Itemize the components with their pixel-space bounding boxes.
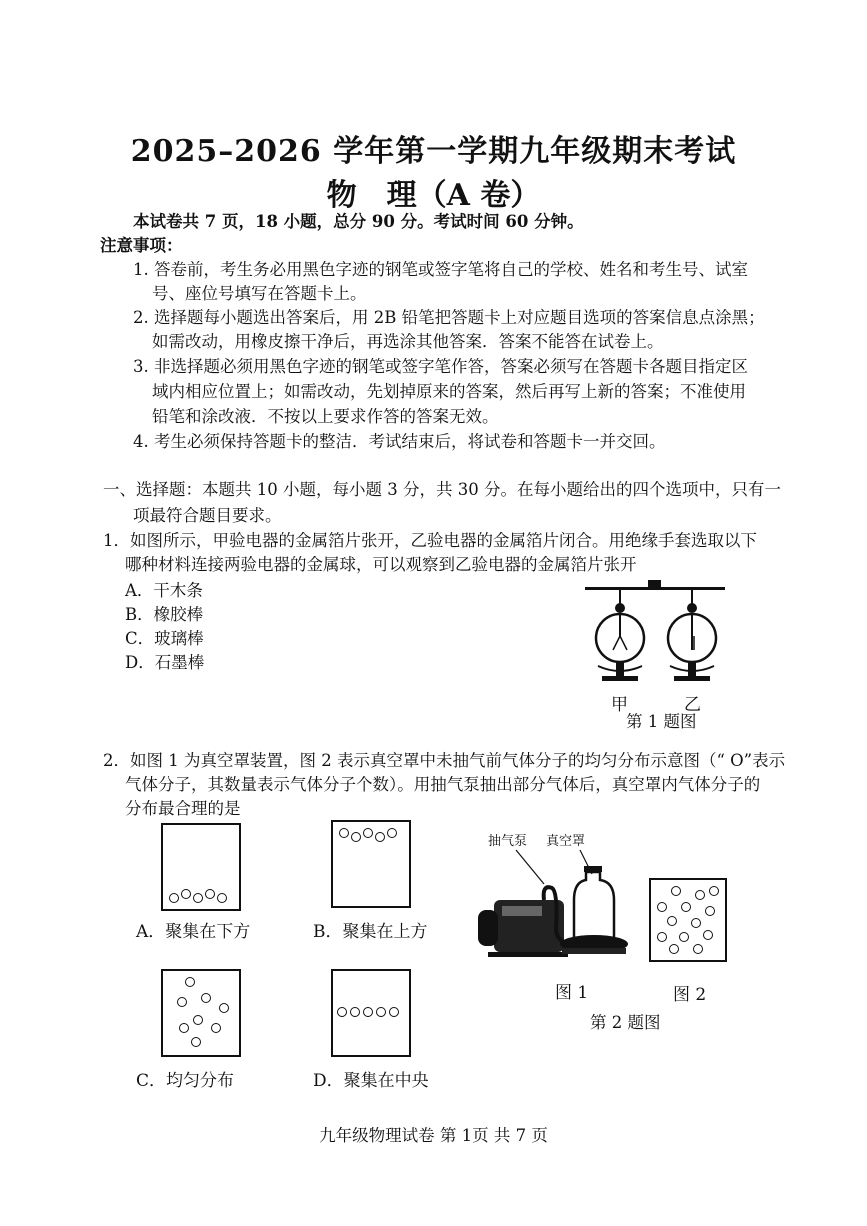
q1-option-c: C．玻璃棒 [125, 629, 204, 648]
q1-stem-line-1: 1．如图所示，甲验电器的金属箔片张开，乙验电器的金属箔片闭合。用绝缘手套选取以下 [103, 531, 757, 550]
exam-title: 2025–2026 学年第一学期九年级期末考试 [130, 134, 737, 169]
molecule [169, 893, 179, 903]
molecule [191, 1037, 201, 1047]
q1-option-b: B．橡胶棒 [125, 605, 204, 624]
figure-2-uniform-distribution [649, 878, 727, 962]
q2-option-d-diagram [331, 969, 411, 1057]
note-2-line-1: 2. 选择题每小题选出答案后，用 2B 铅笔把答题卡上对应题目选项的答案信息点涂黑； [133, 308, 765, 327]
molecule [217, 893, 227, 903]
molecule [679, 932, 689, 942]
molecule [219, 1003, 229, 1013]
molecule [351, 832, 361, 842]
vacuum-apparatus-figure [474, 848, 638, 968]
q1-option-a: A．干木条 [125, 581, 203, 600]
molecule [205, 889, 215, 899]
q1-stem-line-2: 哪种材料连接两验电器的金属球，可以观察到乙验电器的金属箔片张开 [125, 555, 637, 574]
molecule [669, 944, 679, 954]
q2-option-b-diagram [331, 820, 411, 908]
molecule [363, 1007, 373, 1017]
molecule [709, 886, 719, 896]
molecule [185, 977, 195, 987]
exam-intro: 本试卷共 7 页，18 小题，总分 90 分。考试时间 60 分钟。 [133, 212, 584, 231]
q2-stem-line-2: 气体分子，其数量表示气体分子个数）。用抽气泵抽出部分气体后，真空罩内气体分子的 [125, 775, 761, 794]
q2-figure-caption: 第 2 题图 [590, 1013, 661, 1032]
q2-option-c-diagram [161, 969, 241, 1057]
note-3-line-3: 铅笔和涂改液．不按以上要求作答的答案无效。 [152, 407, 499, 426]
molecule [337, 1007, 347, 1017]
molecule [681, 902, 691, 912]
molecule [703, 930, 713, 940]
molecule [181, 889, 191, 899]
note-4-line-1: 4. 考生必须保持答题卡的整洁．考试结束后，将试卷和答题卡一并交回。 [133, 432, 666, 451]
q2-stem-line-1: 2．如图 1 为真空罩装置，图 2 表示真空罩中未抽气前气体分子的均匀分布示意图（“ O”表示 [103, 751, 786, 770]
molecule [691, 918, 701, 928]
section-heading-line-2: 项最符合题目要求。 [133, 506, 282, 525]
q2-option-d-label: D．聚集在中央 [313, 1071, 429, 1091]
molecule [201, 993, 211, 1003]
electroscope-label-yi: 乙 [684, 695, 701, 715]
subject-title: 物 理（A 卷） [326, 178, 541, 213]
notes-heading: 注意事项： [100, 236, 183, 255]
pump-label: 抽气泵 [488, 834, 528, 849]
molecule [339, 828, 349, 838]
molecule [179, 1023, 189, 1033]
electroscope-figure [580, 578, 730, 690]
molecule [211, 1023, 221, 1033]
molecule [705, 906, 715, 916]
molecule [193, 1015, 203, 1025]
q1-figure-caption: 第 1 题图 [626, 712, 697, 731]
note-2-line-2: 如需改动，用橡皮擦干净后，再选涂其他答案．答案不能答在试卷上。 [152, 332, 664, 351]
molecule [389, 1007, 399, 1017]
molecule [693, 944, 703, 954]
electroscope-label-jia: 甲 [611, 695, 628, 715]
molecule [363, 828, 373, 838]
molecule [350, 1007, 360, 1017]
q2-option-a-diagram [161, 823, 241, 911]
molecule [387, 828, 397, 838]
molecule [177, 997, 187, 1007]
q1-option-d: D．石墨棒 [125, 653, 205, 672]
q2-option-c-label: C．均匀分布 [136, 1071, 235, 1091]
note-3-line-2: 域内相应位置上；如需改动，先划掉原来的答案，然后再写上新的答案；不准使用 [152, 382, 746, 401]
jar-label: 真空罩 [546, 834, 586, 849]
note-1-line-2: 号、座位号填写在答题卡上。 [152, 284, 367, 303]
molecule [667, 916, 677, 926]
q2-stem-line-3: 分布最合理的是 [125, 799, 241, 818]
page-footer: 九年级物理试卷 第 1页 共 7 页 [319, 1126, 548, 1145]
figure-1-label: 图 1 [555, 983, 589, 1003]
figure-2-label: 图 2 [673, 985, 707, 1005]
molecule [375, 832, 385, 842]
molecule [193, 893, 203, 903]
molecule [376, 1007, 386, 1017]
note-3-line-1: 3. 非选择题必须用黑色字迹的钢笔或签字笔作答，答案必须写在答题卡各题目指定区 [133, 357, 748, 376]
q2-option-b-label: B．聚集在上方 [313, 922, 428, 942]
molecule [695, 890, 705, 900]
q2-option-a-label: A．聚集在下方 [136, 922, 251, 942]
section-heading: 一、选择题：本题共 10 小题，每小题 3 分，共 30 分。在每小题给出的四个选项中，只有一 [103, 480, 781, 499]
molecule [657, 902, 667, 912]
note-1-line-1: 1. 答卷前，考生务必用黑色字迹的钢笔或签字笔将自己的学校、姓名和考生号、试室 [133, 260, 748, 279]
molecule [671, 886, 681, 896]
molecule [657, 932, 667, 942]
